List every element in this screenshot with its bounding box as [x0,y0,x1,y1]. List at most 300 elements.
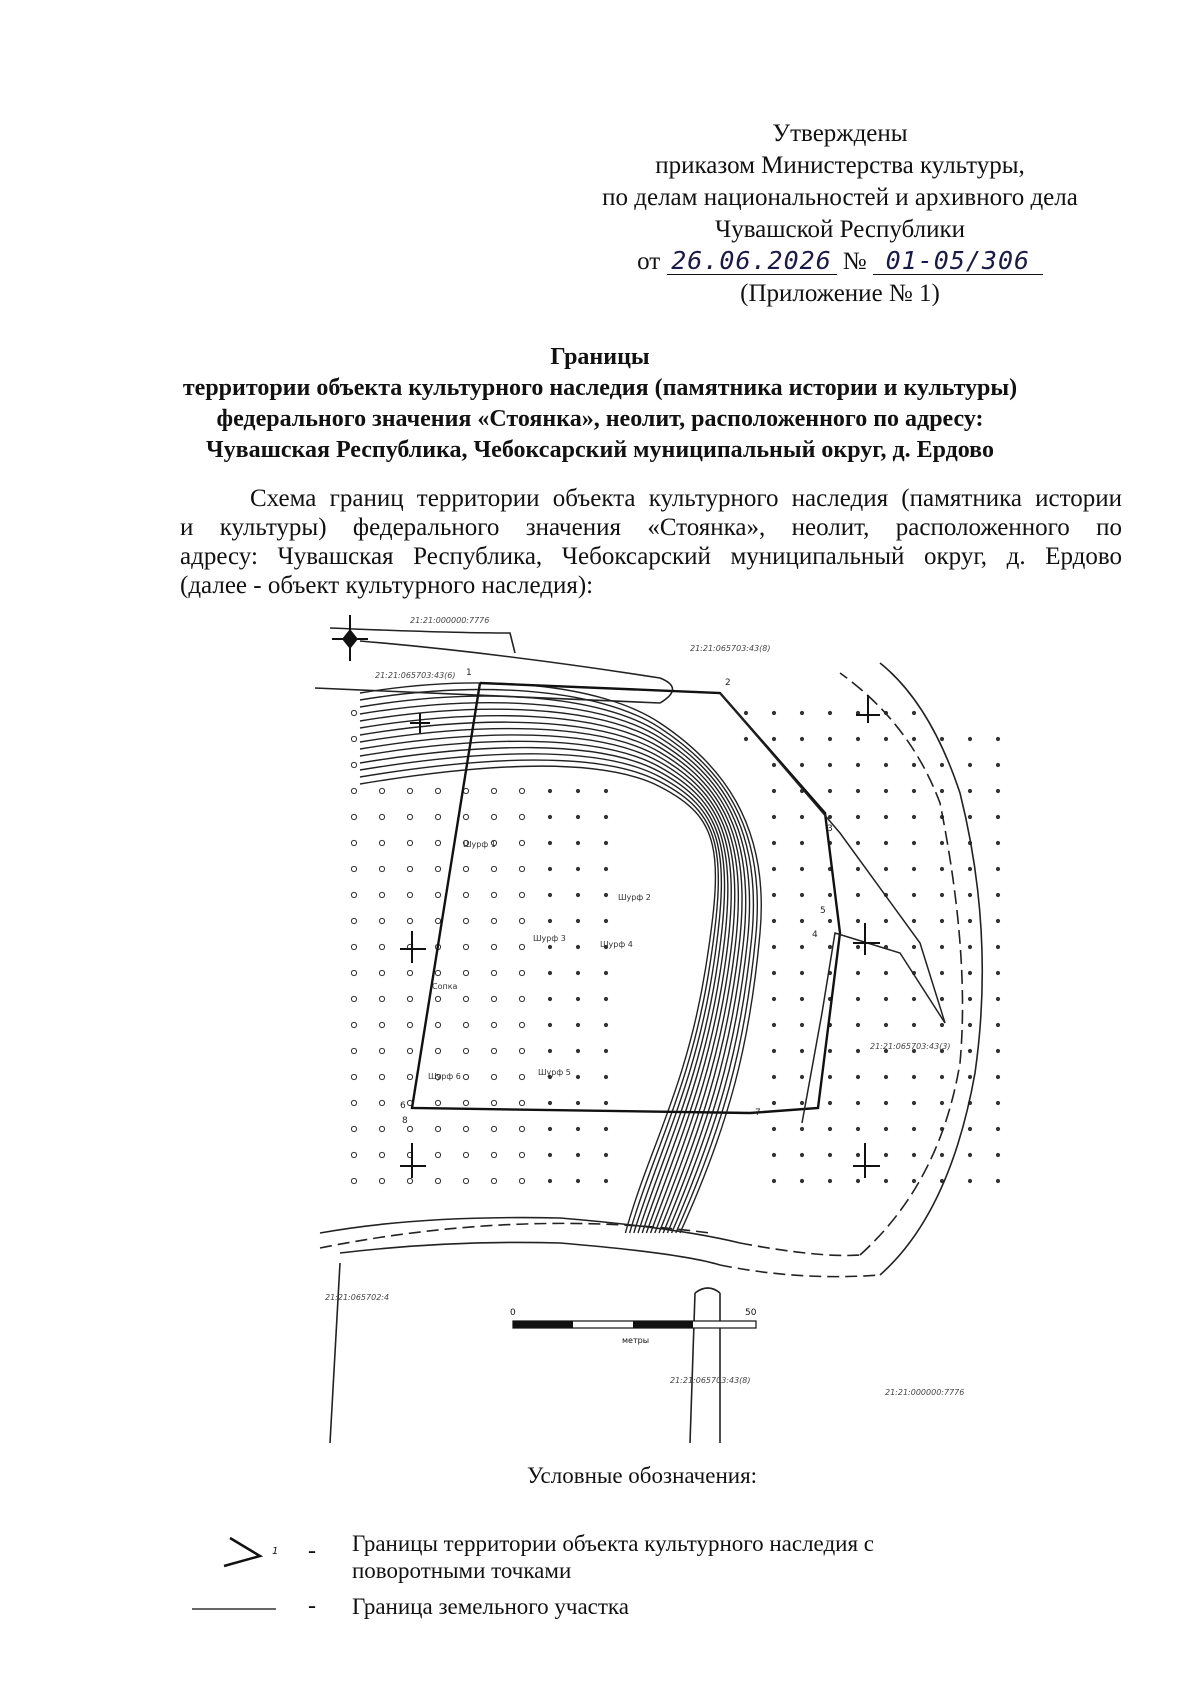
vegetation-dot [968,893,971,896]
vegetation-dot [940,1101,943,1104]
vegetation-dot [491,788,496,793]
vegetation-dot [968,1179,971,1182]
vegetation-dot [996,971,999,974]
vegetation-dot [491,1178,496,1183]
vegetation-dot [828,945,831,948]
vegetation-dot [856,815,859,818]
vegetation-dot [351,1100,356,1105]
vegetation-dot [379,1178,384,1183]
vegetation-dot [576,1127,579,1130]
vegetation-dot [351,1152,356,1157]
vegetation-dot [940,789,943,792]
scale-end: 50 [745,1308,757,1318]
vegetation-dot [604,1153,607,1156]
vegetation-dot [968,789,971,792]
vegetation-dot [912,789,915,792]
vegetation-dot [576,815,579,818]
vegetation-dot [884,919,887,922]
vegetation-dot [379,1100,384,1105]
vegetation-dot [519,996,524,1001]
vegetation-dot [491,1126,496,1131]
intro-line-1: Схема границ территории объекта культурного наследия (памятника истории [250,485,1122,512]
cadastral-number: 21:21:000000:7776 [885,1388,965,1397]
vegetation-dot [407,918,412,923]
vegetation-dot [351,788,356,793]
vegetation-dot [519,970,524,975]
vegetation-dot [856,1049,859,1052]
vegetation-dot [463,1022,468,1027]
contour-line [360,754,721,1233]
vegetation-dot [604,841,607,844]
cadastral-number: 21:21:065703:43(8) [670,1376,751,1385]
vegetation-dot [463,814,468,819]
vegetation-dot [996,763,999,766]
vegetation-dot [604,893,607,896]
vegetation-dot [996,1179,999,1182]
vegetation-dot [351,892,356,897]
vegetation-dot [435,1100,440,1105]
approval-title: Утверждены [772,120,908,147]
vegetation-dot [519,1048,524,1053]
vegetation-dot [772,841,775,844]
vegetation-dot [884,997,887,1000]
vegetation-dot [856,1101,859,1104]
point-label: 8 [402,1116,408,1126]
vegetation-dot [968,919,971,922]
vegetation-dot [940,945,943,948]
vegetation-dot [856,789,859,792]
title-line-2: территории объекта культурного наследия (памятника истории и культуры) [182,375,1018,401]
vegetation-dot [407,1126,412,1131]
vegetation-dot [463,970,468,975]
vegetation-dot [856,841,859,844]
vegetation-dot [351,1074,356,1079]
contour-line [360,709,746,1233]
vegetation-dot [772,737,775,740]
vegetation-dot [491,814,496,819]
legend-dash: - [308,1538,316,1564]
vegetation-dot [772,893,775,896]
vegetation-dot [435,1048,440,1053]
vegetation-dot [519,866,524,871]
approval-number: 01-05/306 [873,248,1043,275]
cadastral-number: 21:21:065703:43(3) [870,1042,951,1051]
vegetation-dot [996,997,999,1000]
vegetation-dot [800,919,803,922]
vegetation-dot [800,1153,803,1156]
vegetation-dot [463,892,468,897]
vegetation-dot [828,763,831,766]
vegetation-dot [407,1074,412,1079]
pit-label: Шурф 5 [538,1068,571,1077]
vegetation-dot [800,997,803,1000]
vegetation-dot [884,841,887,844]
vegetation-dot [351,1126,356,1131]
vegetation-dot [940,971,943,974]
vegetation-dot [435,1126,440,1131]
vegetation-dot [968,1049,971,1052]
vegetation-dot [800,815,803,818]
vegetation-dot [968,867,971,870]
vegetation-dot [968,763,971,766]
vegetation-dot [800,1179,803,1182]
vegetation-dot [548,1101,551,1104]
point-label: 5 [820,906,826,916]
vegetation-dot [351,1178,356,1183]
vegetation-dot [576,867,579,870]
vegetation-dot [996,1153,999,1156]
vegetation-dot [856,1075,859,1078]
vegetation-dot [828,1153,831,1156]
point-label: 1 [466,668,472,678]
vegetation-dot [912,893,915,896]
vegetation-dot [828,919,831,922]
vegetation-dot [996,945,999,948]
vegetation-dot [800,763,803,766]
point-label: 3 [827,824,833,834]
vegetation-dot [548,997,551,1000]
cadastral-number: 21:21:000000:7776 [410,616,490,625]
vegetation-dot [772,1179,775,1182]
vegetation-dot [968,1127,971,1130]
vegetation-dot [491,1022,496,1027]
intro-line-2: и культуры) федерального значения «Стоянка», неолит, расположенного по [180,514,1122,541]
vegetation-dot [519,814,524,819]
vegetation-dot [379,866,384,871]
scale-unit: метры [622,1336,650,1345]
vegetation-dot [576,841,579,844]
vegetation-dot [576,789,579,792]
vegetation-dot [912,841,915,844]
vegetation-dot [491,1048,496,1053]
legend-title: Условные обозначения: [527,1463,758,1488]
vegetation-dot [856,893,859,896]
vegetation-dot [379,1048,384,1053]
pit-label: Шурф 6 [428,1072,461,1081]
vegetation-dot [604,997,607,1000]
vegetation-dot [491,1152,496,1157]
vegetation-dot [351,710,356,715]
pit-label: Шурф 1 [463,840,496,849]
vegetation-dot [351,736,356,741]
vegetation-dot [351,996,356,1001]
vegetation-dot [940,867,943,870]
appendix-label: (Приложение № 1) [740,280,940,307]
vegetation-dot [435,970,440,975]
vegetation-dot [912,1101,915,1104]
vegetation-dot [856,763,859,766]
vegetation-dot [379,1022,384,1027]
approval-ministry-cont: по делам национальностей и архивного дела [602,184,1078,211]
vegetation-dot [940,1023,943,1026]
vegetation-dot [772,971,775,974]
vegetation-dot [912,763,915,766]
vegetation-dot [828,1101,831,1104]
vegetation-dot [576,945,579,948]
pit-label: Шурф 4 [600,940,633,949]
vegetation-dot [519,840,524,845]
vegetation-dot [379,840,384,845]
pit-label: Шурф 3 [533,934,566,943]
vegetation-dot [351,866,356,871]
pit-label: Шурф 2 [618,893,651,902]
vegetation-dot [576,893,579,896]
vegetation-dot [379,892,384,897]
vegetation-dot [940,893,943,896]
vegetation-dot [379,918,384,923]
vegetation-dot [576,1075,579,1078]
vegetation-dot [912,997,915,1000]
date-prefix: от [637,248,661,275]
vegetation-dot [772,1075,775,1078]
vegetation-dot [491,866,496,871]
vegetation-dot [604,1049,607,1052]
vegetation-dot [884,971,887,974]
vegetation-dot [828,1049,831,1052]
vegetation-dot [800,711,803,714]
vegetation-dot [548,971,551,974]
vegetation-dot [856,867,859,870]
vegetation-dot [912,1153,915,1156]
legend-text-line-1: Границы территории объекта культурного наследия с [352,1531,875,1556]
point-label: 2 [725,678,731,688]
vegetation-dot [828,737,831,740]
vegetation-dot [996,1075,999,1078]
vegetation-dot [884,763,887,766]
vegetation-dot [576,1179,579,1182]
vegetation-dot [463,996,468,1001]
vegetation-dot [884,867,887,870]
vegetation-dot [912,1075,915,1078]
pit-labels [428,840,651,1081]
vegetation-dot [940,841,943,844]
vegetation-dot [772,815,775,818]
vegetation-dot [351,814,356,819]
vegetation-dot [379,1152,384,1157]
vegetation-dot [435,1022,440,1027]
vegetation-dot [576,1023,579,1026]
vegetation-dot [519,918,524,923]
vegetation-dot [912,1127,915,1130]
vegetation-dot [772,1023,775,1026]
vegetation-dot [351,762,356,767]
vegetation-dot [519,944,524,949]
vegetation-dot [856,1127,859,1130]
vegetation-dot [996,815,999,818]
vegetation-dot [856,1153,859,1156]
vegetation-dot [379,1074,384,1079]
vegetation-dot [351,1022,356,1027]
vegetation-dot [828,1127,831,1130]
pit-label: Сопка [432,982,458,991]
vegetation-dot [828,893,831,896]
vegetation-dot [519,1074,524,1079]
vegetation-dot [548,867,551,870]
vegetation-dot [463,1100,468,1105]
vegetation-dot [800,893,803,896]
vegetation-dot [912,737,915,740]
vegetation-dot [407,970,412,975]
vegetation-dot [435,892,440,897]
vegetation-dot [800,971,803,974]
intro-line-4: (далее - объект культурного наследия): [180,572,594,599]
vegetation-dot [996,867,999,870]
vegetation-dot [435,866,440,871]
vegetation-dot [772,1127,775,1130]
vegetation-dot [407,866,412,871]
vegetation-dot [912,711,915,714]
parcel-line-icon [190,1599,280,1619]
legend-text-line-2: поворотными точками [352,1558,572,1583]
vegetation-dot [407,892,412,897]
vegetation-dot [772,1153,775,1156]
vegetation-dot [996,919,999,922]
vegetation-dot [996,841,999,844]
vegetation-dot [884,1153,887,1156]
vegetation-dot [379,1126,384,1131]
vegetation-dot [856,945,859,948]
vegetation-dot [828,1179,831,1182]
vegetation-dot [463,1048,468,1053]
vegetation-dot [996,1101,999,1104]
vegetation-dot [519,892,524,897]
boundary-map [300,603,1020,1453]
vegetation-dot [379,970,384,975]
vegetation-dot [576,919,579,922]
cadastral-number: 21:21:065703:43(6) [375,671,456,680]
vegetation-dot [491,944,496,949]
vegetation-dot [379,814,384,819]
vegetation-dot [968,945,971,948]
vegetation-dot [519,1178,524,1183]
vegetation-dot [800,841,803,844]
legend-text: Граница земельного участка [352,1594,629,1619]
vegetation-dot [772,1101,775,1104]
vegetation-dot [800,945,803,948]
vegetation-dot [856,1023,859,1026]
vegetation-dot [407,996,412,1001]
vegetation-dot [491,1100,496,1105]
vegetation-dot [576,997,579,1000]
vegetation-dot [351,970,356,975]
vegetation-dot [856,919,859,922]
vegetation-dot [912,945,915,948]
vegetation-dot [800,1049,803,1052]
vegetation-dot [548,1127,551,1130]
marker-number: 1 [272,1546,279,1557]
vegetation-dot [996,737,999,740]
vegetation-dot [856,737,859,740]
vegetation-dot [996,789,999,792]
vegetation-dot [800,1101,803,1104]
vegetation-dot [772,1049,775,1052]
vegetation-dot [435,840,440,845]
vegetation-dot [940,997,943,1000]
vegetation-dot [884,815,887,818]
legend-item-heritage-boundary [190,1530,1090,1590]
vegetation-dot [519,1100,524,1105]
vegetation-dot [828,711,831,714]
vegetation-dot [351,1048,356,1053]
vegetation-dot [800,1075,803,1078]
vegetation-dot [968,815,971,818]
vegetation-dot [884,737,887,740]
vegetation-dot [940,737,943,740]
approval-republic: Чувашской Республики [714,216,966,243]
vegetation-dot [548,1153,551,1156]
vegetation-dot [604,1179,607,1182]
vegetation-dot [407,1022,412,1027]
vegetation-dot [604,1101,607,1104]
point-label: 6 [400,1101,406,1111]
vegetation-dot [463,1152,468,1157]
vegetation-dot [772,711,775,714]
vegetation-dot [968,997,971,1000]
vegetation-dot [772,997,775,1000]
vegetation-dot [435,814,440,819]
document-title [100,342,1100,466]
vegetation-dot [519,1022,524,1027]
vegetation-dot [491,918,496,923]
vegetation-dot [940,763,943,766]
vegetation-dot [884,1127,887,1130]
vegetation-dot [519,788,524,793]
vegetation-dot [548,1049,551,1052]
intro-paragraph [180,484,1122,600]
scale-start: 0 [510,1308,516,1318]
vegetation-dot [491,970,496,975]
vegetation-dot [912,867,915,870]
vegetation-dot [800,737,803,740]
vegetation-dot [996,1127,999,1130]
vegetation-dot [772,867,775,870]
contour-line [360,735,731,1233]
legend-item-land-parcel [190,1593,1090,1623]
contour-line [360,729,735,1233]
vegetation-dot [604,867,607,870]
vegetation-dot [828,1075,831,1078]
vegetation-dot [548,1179,551,1182]
vegetation-dot [548,1023,551,1026]
contour-line [360,748,725,1233]
vegetation-dot [379,996,384,1001]
intro-line-3: адресу: Чувашская Республика, Чебоксарский муниципальный округ, д. Ердово [180,543,1122,570]
vegetation-dot [407,1048,412,1053]
vegetation-dot [407,1178,412,1183]
vegetation-dot [772,789,775,792]
vegetation-dot [491,1074,496,1079]
point-label: 7 [755,1108,761,1118]
vegetation-dot [548,919,551,922]
title-line-1: Границы [550,344,650,370]
vegetation-dot [604,1075,607,1078]
vegetation-dot [407,788,412,793]
vegetation-dot [463,944,468,949]
legend-dash: - [308,1593,316,1619]
north-arrow-icon [332,615,368,661]
vegetation-dot [968,737,971,740]
vegetation-dot [856,1179,859,1182]
approval-date: 26.06.2026 [667,248,837,275]
vegetation-dot [912,1023,915,1026]
number-prefix: № [842,248,867,275]
vegetation-dot [912,815,915,818]
vegetation-dot [463,918,468,923]
vegetation-dot [996,893,999,896]
vegetation-dot [463,1074,468,1079]
vegetation-dot [744,711,747,714]
vegetation-dot [491,892,496,897]
